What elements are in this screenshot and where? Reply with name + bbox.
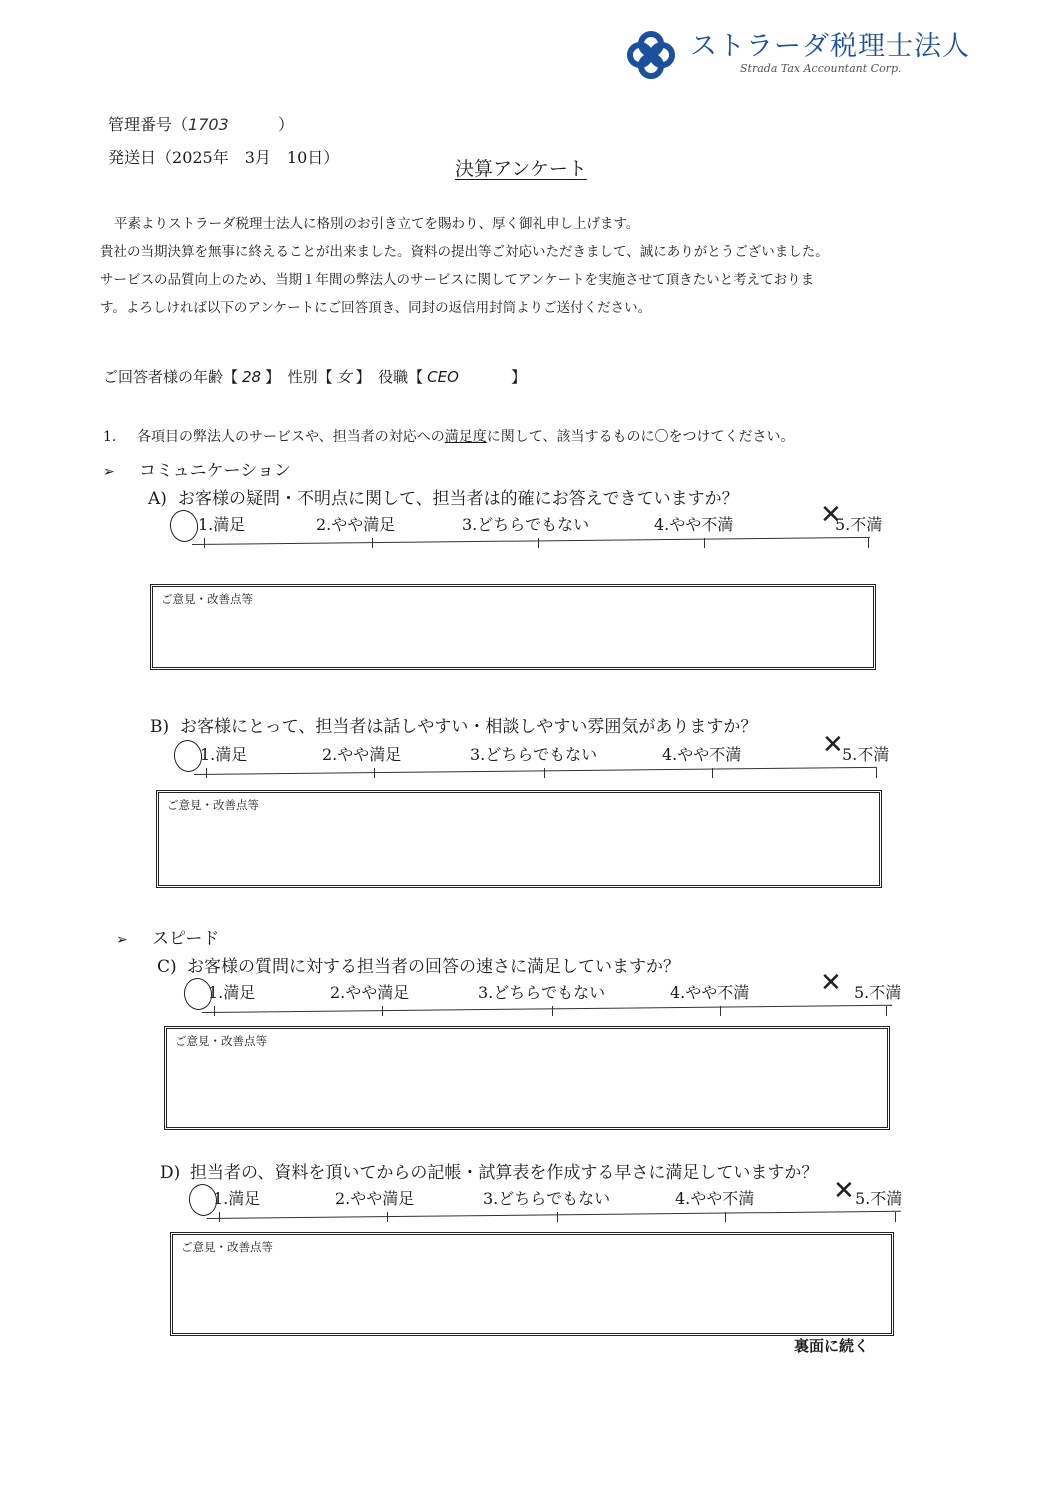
scale-tick xyxy=(712,768,713,778)
intro-line: サービスの品質向上のため、当期１年間の弊法人のサービスに関してアンケートを実施させて頂きたいと考えておりま xyxy=(100,272,815,288)
scale-line xyxy=(207,1211,901,1219)
scale-line xyxy=(192,537,870,545)
scale-tick xyxy=(895,1212,896,1222)
intro-text xyxy=(100,210,960,322)
option-satisfied[interactable]: 1.満足 xyxy=(198,515,246,534)
gender-field[interactable]: 女 xyxy=(336,368,352,386)
cross-mark: ✕ xyxy=(820,968,842,998)
question-label: B) xyxy=(150,717,170,737)
intro-line: す。よろしければ以下のアンケートにご回答頂き、同封の返信用封筒よりご送付ください。 xyxy=(100,300,652,316)
company-logo-icon xyxy=(626,30,676,80)
instruction-emphasis: 満足度 xyxy=(444,429,487,445)
comment-box-c[interactable] xyxy=(164,1026,890,1130)
option-neutral[interactable]: 3.どちらでもない xyxy=(462,515,590,534)
option-somewhat-satisfied[interactable]: 2.やや満足 xyxy=(335,1189,415,1208)
option-neutral[interactable]: 3.どちらでもない xyxy=(470,745,598,764)
age-label: ご回答者様の年齢【 xyxy=(103,368,239,386)
scale-tick xyxy=(886,1006,887,1016)
rating-scale-a xyxy=(180,500,900,572)
question-text: お客様の質問に対する担当者の回答の速さに満足していますか？ xyxy=(187,957,680,977)
selected-circle-mark xyxy=(167,508,200,544)
option-dissatisfied[interactable]: 5.不満 xyxy=(854,983,902,1002)
question-label: D) xyxy=(160,1163,181,1183)
comment-box-d[interactable] xyxy=(170,1232,894,1336)
arrow-icon: ➢ xyxy=(103,464,115,480)
option-satisfied[interactable]: 1.満足 xyxy=(208,983,256,1002)
mgmt-value[interactable]: 1703 xyxy=(188,115,229,134)
scale-tick xyxy=(374,768,375,778)
mgmt-label: 管理番号（ xyxy=(108,115,189,134)
scale-tick xyxy=(725,1212,726,1222)
company-name: ストラーダ税理士法人 xyxy=(690,31,970,62)
intro-line: 貴社の当期決算を無事に終えることが出来ました。資料の提出等ご対応いただきまして、誠にありがとうございました。 xyxy=(100,244,829,260)
question-label: C) xyxy=(157,957,177,977)
mgmt-close: ） xyxy=(278,115,295,134)
question-label: A) xyxy=(148,489,167,509)
option-somewhat-dissatisfied[interactable]: 4.やや不満 xyxy=(654,515,734,534)
role-close: 】 xyxy=(511,368,527,386)
option-somewhat-dissatisfied[interactable]: 4.やや不満 xyxy=(675,1189,755,1208)
question-a xyxy=(148,484,739,509)
question-text: お客様の疑問・不明点に関して、担当者は的確にお答えできていますか？ xyxy=(178,489,739,509)
scale-tick xyxy=(206,768,207,778)
respondent-info xyxy=(103,366,526,387)
scale-tick xyxy=(704,538,705,548)
company-subtitle: Strada Tax Accountant Corp. xyxy=(740,62,902,75)
sent-label: 発送日（ xyxy=(108,148,173,167)
comment-box-label: ご意見・改善点等 xyxy=(181,1240,273,1254)
question-text: お客様にとって、担当者は話しやすい・相談しやすい雰囲気がありますか？ xyxy=(180,717,758,737)
option-satisfied[interactable]: 1.満足 xyxy=(213,1189,261,1208)
question-text: 担当者の、資料を頂いてからの記帳・試算表を作成する早さに満足していますか？ xyxy=(190,1163,819,1183)
scale-tick xyxy=(552,1006,553,1016)
cross-mark: ✕ xyxy=(822,730,844,760)
scale-tick xyxy=(382,1006,383,1016)
scale-tick xyxy=(387,1212,388,1222)
option-somewhat-satisfied[interactable]: 2.やや満足 xyxy=(330,983,410,1002)
scale-tick xyxy=(557,1212,558,1222)
option-neutral[interactable]: 3.どちらでもない xyxy=(483,1189,611,1208)
comment-box-label: ご意見・改善点等 xyxy=(175,1034,267,1048)
option-somewhat-satisfied[interactable]: 2.やや満足 xyxy=(322,745,402,764)
option-somewhat-dissatisfied[interactable]: 4.やや不満 xyxy=(662,745,742,764)
age-field[interactable]: 28 xyxy=(242,368,262,386)
cross-mark: ✕ xyxy=(820,500,842,530)
scale-line xyxy=(202,1005,892,1013)
role-field[interactable]: CEO xyxy=(427,368,459,386)
option-neutral[interactable]: 3.どちらでもない xyxy=(478,983,606,1002)
option-dissatisfied[interactable]: 5.不満 xyxy=(842,745,890,764)
comment-box-b[interactable] xyxy=(156,790,882,888)
intro-line: 平素よりストラーダ税理士法人に格別のお引き立てを賜わり、厚く御礼申し上げます。 xyxy=(114,216,640,232)
comment-box-a[interactable] xyxy=(150,584,876,670)
sent-value: 2025年 3月 10日） xyxy=(172,148,340,167)
scale-line xyxy=(194,767,877,775)
continue-on-back: 裏面に続く xyxy=(794,1337,870,1355)
gender-label: 】 性別【 xyxy=(265,368,333,386)
management-number-row xyxy=(108,112,294,135)
scale-tick xyxy=(544,768,545,778)
instruction-number: 1. xyxy=(103,429,117,445)
option-somewhat-satisfied[interactable]: 2.やや満足 xyxy=(316,515,396,534)
sent-date-row xyxy=(108,145,339,168)
category-label: スピード xyxy=(152,929,220,949)
option-satisfied[interactable]: 1.満足 xyxy=(200,745,248,764)
page-title: 決算アンケート xyxy=(455,158,587,180)
category-label: コミュニケーション xyxy=(139,461,291,481)
question-c xyxy=(157,952,680,977)
instruction-text: 各項目の弊法人のサービスや、担当者の対応への xyxy=(137,429,445,445)
scale-tick xyxy=(538,538,539,548)
option-dissatisfied[interactable]: 5.不満 xyxy=(835,515,883,534)
role-label: 】 役職【 xyxy=(355,368,424,386)
option-somewhat-dissatisfied[interactable]: 4.やや不満 xyxy=(670,983,750,1002)
instruction-text-end: に関して、該当するものに〇をつけてください。 xyxy=(486,429,795,445)
comment-box-label: ご意見・改善点等 xyxy=(167,798,259,812)
scale-tick xyxy=(720,1006,721,1016)
scale-tick xyxy=(868,538,869,548)
scale-tick xyxy=(876,768,877,778)
category-communication xyxy=(103,456,291,481)
comment-box-label: ご意見・改善点等 xyxy=(161,592,253,606)
question-b xyxy=(150,712,757,737)
category-speed xyxy=(116,924,219,949)
scale-tick xyxy=(214,1006,215,1016)
arrow-icon: ➢ xyxy=(116,932,128,948)
scale-tick xyxy=(372,538,373,548)
option-dissatisfied[interactable]: 5.不満 xyxy=(855,1189,903,1208)
question-d xyxy=(160,1158,818,1183)
instruction xyxy=(103,426,794,446)
cross-mark: ✕ xyxy=(833,1176,855,1206)
scale-tick xyxy=(204,538,205,548)
scale-tick xyxy=(219,1212,220,1222)
